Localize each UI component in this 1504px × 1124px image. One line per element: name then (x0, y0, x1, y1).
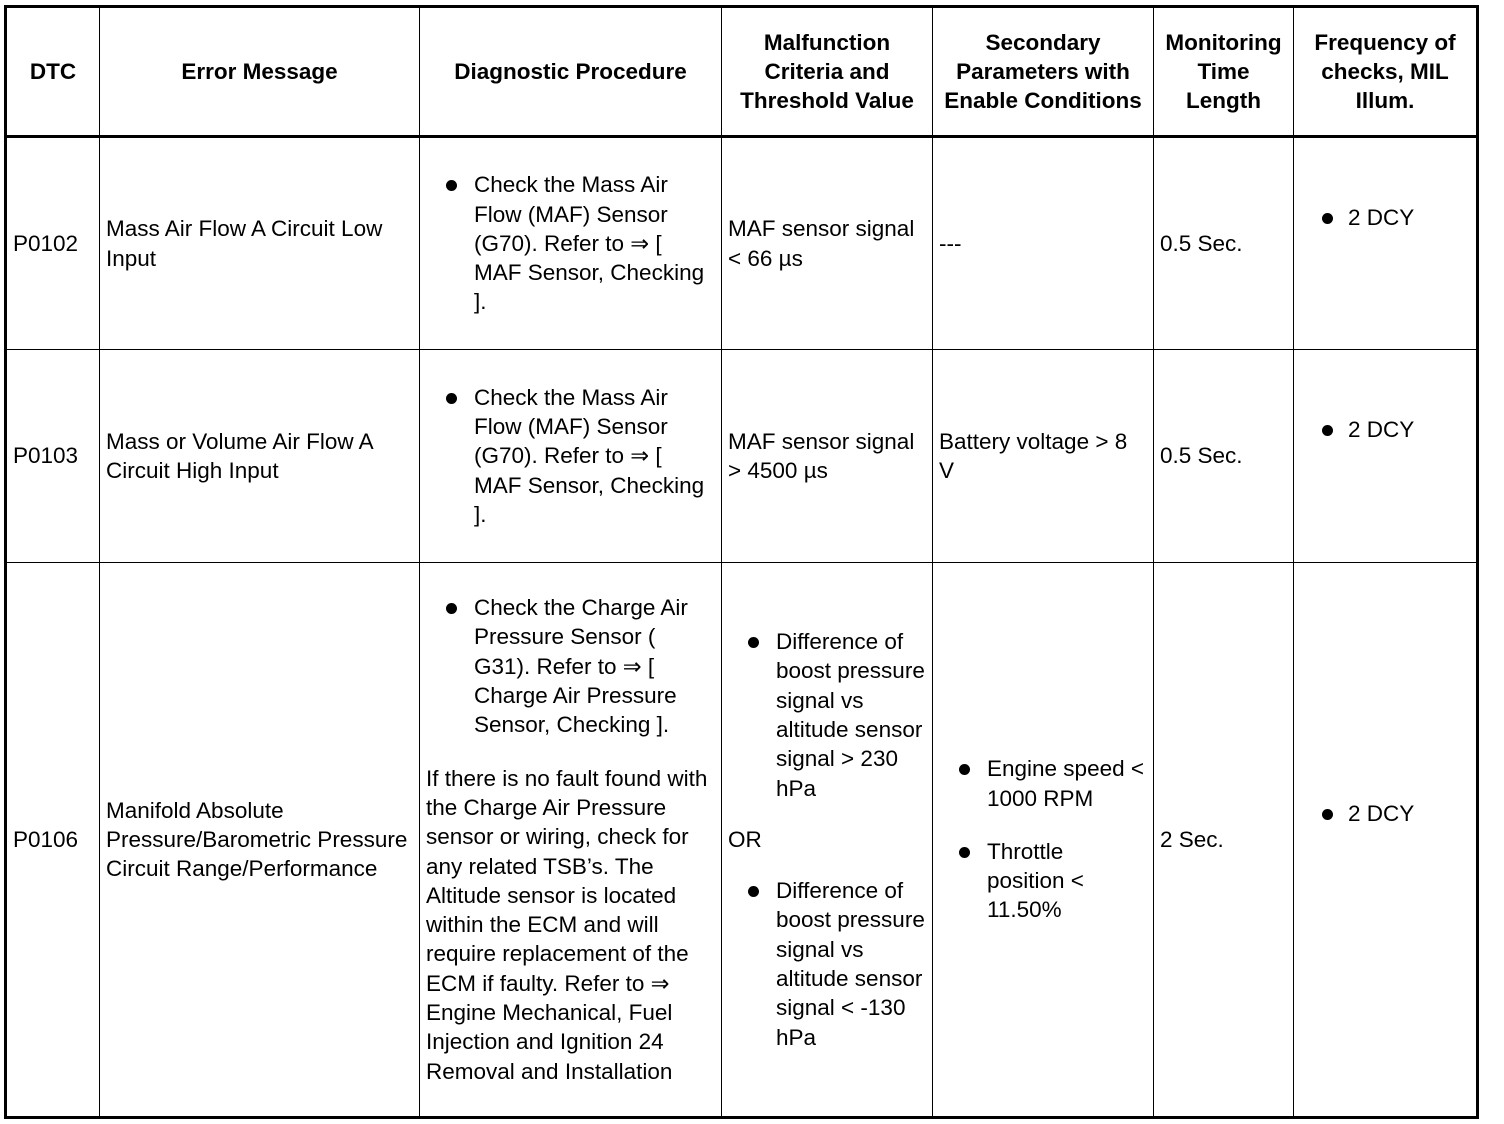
monitoring-time: 2 Sec. (1154, 563, 1294, 1118)
secondary-parameters: Battery voltage > 8 V (933, 350, 1154, 563)
frequency-value: 2 DCY (1300, 415, 1470, 444)
secondary-parameters (933, 563, 1154, 1118)
frequency-cell (1294, 350, 1478, 563)
dtc-code: P0102 (6, 137, 100, 350)
header-malfunction-criteria: Malfunction Criteria and Threshold Value (722, 7, 933, 137)
table-row (6, 350, 1478, 563)
monitoring-time: 0.5 Sec. (1154, 350, 1294, 563)
malfunction-bullet-a: Difference of boost pressure signal vs altitude sensor signal > 230 hPa (728, 627, 926, 803)
dtc-table (4, 5, 1479, 1119)
monitoring-time: 0.5 Sec. (1154, 137, 1294, 350)
header-diagnostic-procedure: Diagnostic Procedure (420, 7, 722, 137)
procedure-note: If there is no fault found with the Charge Air Pressure sensor or wiring, check for any related TSB’s. The Altitude sensor is located within the ECM and will require replacement of the ECM if faulty. Refer to ⇒ Engine Mechanical, Fuel Injection and Ignition 24 Removal and Installation (426, 765, 708, 1084)
malfunction-or: OR (728, 826, 762, 852)
malfunction-criteria: MAF sensor signal > 4500 µs (722, 350, 933, 563)
header-monitoring-time: Monitoring Time Length (1154, 7, 1294, 137)
table-row (6, 137, 1478, 350)
error-message: Mass or Volume Air Flow A Circuit High Input (100, 350, 420, 563)
frequency-cell (1294, 563, 1478, 1118)
dtc-code: P0103 (6, 350, 100, 563)
malfunction-criteria: MAF sensor signal < 66 µs (722, 137, 933, 350)
secondary-bullet-throttle: Throttle position < 11.50% (939, 837, 1147, 925)
dtc-code: P0106 (6, 563, 100, 1118)
malfunction-bullet-b: Difference of boost pressure signal vs altitude sensor signal < -130 hPa (728, 876, 926, 1052)
diagnostic-procedure (420, 563, 722, 1118)
header-row (6, 7, 1478, 137)
secondary-parameters: --- (933, 137, 1154, 350)
frequency-cell (1294, 137, 1478, 350)
error-message: Manifold Absolute Pressure/Barometric Pressure Circuit Range/Performance (100, 563, 420, 1118)
procedure-bullet: Check the Charge Air Pressure Sensor ( G31). Refer to ⇒ [ Charge Air Pressure Sensor, Checking ]. (426, 593, 715, 739)
frequency-value: 2 DCY (1300, 203, 1470, 232)
secondary-bullet-engine-speed: Engine speed < 1000 RPM (939, 754, 1147, 813)
malfunction-criteria (722, 563, 933, 1118)
diagnostic-procedure (420, 350, 722, 563)
frequency-value: 2 DCY (1300, 799, 1470, 828)
diagnostic-procedure (420, 137, 722, 350)
table-row (6, 563, 1478, 1118)
procedure-bullet: Check the Mass Air Flow (MAF) Sensor (G70). Refer to ⇒ [ MAF Sensor, Checking ]. (426, 383, 715, 529)
header-dtc: DTC (6, 7, 100, 137)
header-secondary-parameters: Secondary Parameters with Enable Conditions (933, 7, 1154, 137)
header-error-message: Error Message (100, 7, 420, 137)
header-frequency: Frequency of checks, MIL Illum. (1294, 7, 1478, 137)
procedure-bullet: Check the Mass Air Flow (MAF) Sensor (G70). Refer to ⇒ [ MAF Sensor, Checking ]. (426, 170, 715, 316)
error-message: Mass Air Flow A Circuit Low Input (100, 137, 420, 350)
